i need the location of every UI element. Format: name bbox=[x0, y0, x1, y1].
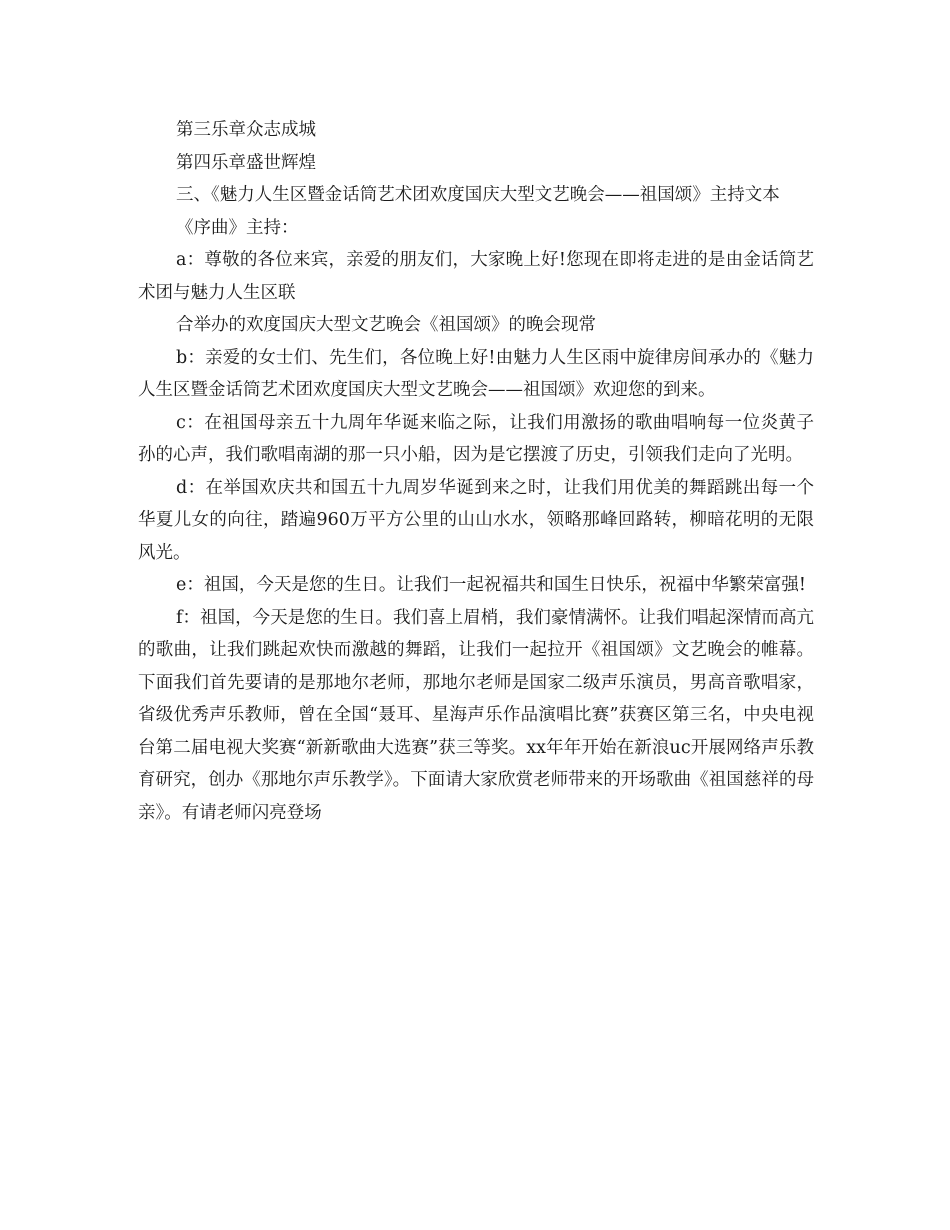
paragraph-section-heading: 三、《魅力人生区暨金话筒艺术团欢度国庆大型文艺晚会——祖国颂》主持文本 bbox=[176, 185, 780, 205]
paragraph-host-a: a：尊敬的各位来宾，亲爱的朋友们，大家晚上好!您现在即将走进的是由金话筒艺术团与魅力人生区联 bbox=[138, 250, 814, 303]
paragraph-host-b: b：亲爱的女士们、先生们，各位晚上好!由魅力人生区雨中旋律房间承办的《魅力人生区暨金话筒艺术团欢度国庆大型文艺晚会——祖国颂》欢迎您的到来。 bbox=[138, 347, 814, 400]
paragraph-host-e: e：祖国，今天是您的生日。让我们一起祝福共和国生日快乐，祝福中华繁荣富强! bbox=[176, 575, 806, 595]
paragraph-movement-3: 第三乐章众志成城 bbox=[176, 120, 316, 140]
paragraph-host-f: f：祖国，今天是您的生日。我们喜上眉梢，我们豪情满怀。让我们唱起深情而高亢的歌曲，让我们跳起欢快而激越的舞蹈，让我们一起拉开《祖国颂》文艺晚会的帷幕。下面我们首先要请的是那地尔老师，那地尔老师是国家二级声乐演员，男高音歌唱家，省级优秀声乐教师，曾在全国“聂耳、星海声乐作品演唱比赛”获赛区第三名，中央电视台第二届电视大奖赛“新新歌曲大选赛”获三等奖。xx年年开始在新浪uc开展网络声乐教育研究，创办《那地尔声乐教学》。下面请大家欣赏老师带来的开场歌曲《祖国慈祥的母亲》。有请老师闪亮登场 bbox=[138, 607, 814, 823]
paragraph-host-d: d：在举国欢庆共和国五十九周岁华诞到来之时，让我们用优美的舞蹈跳出每一个华夏儿女的向往，踏遍960万平方公里的山山水水，领略那峰回路转，柳暗花明的无限风光。 bbox=[138, 477, 814, 563]
paragraph-host-c: c：在祖国母亲五十九周年华诞来临之际，让我们用激扬的歌曲唱响每一位炎黄子孙的心声，我们歌唱南湖的那一只小船，因为是它摆渡了历史，引领我们走向了光明。 bbox=[138, 412, 814, 465]
document-body bbox=[138, 114, 814, 829]
paragraph-prelude-host: 《序曲》主持： bbox=[176, 217, 299, 238]
paragraph-host-a-continued: 合举办的欢度国庆大型文艺晚会《祖国颂》的晚会现常 bbox=[176, 315, 596, 335]
paragraph-movement-4: 第四乐章盛世辉煌 bbox=[176, 152, 316, 173]
